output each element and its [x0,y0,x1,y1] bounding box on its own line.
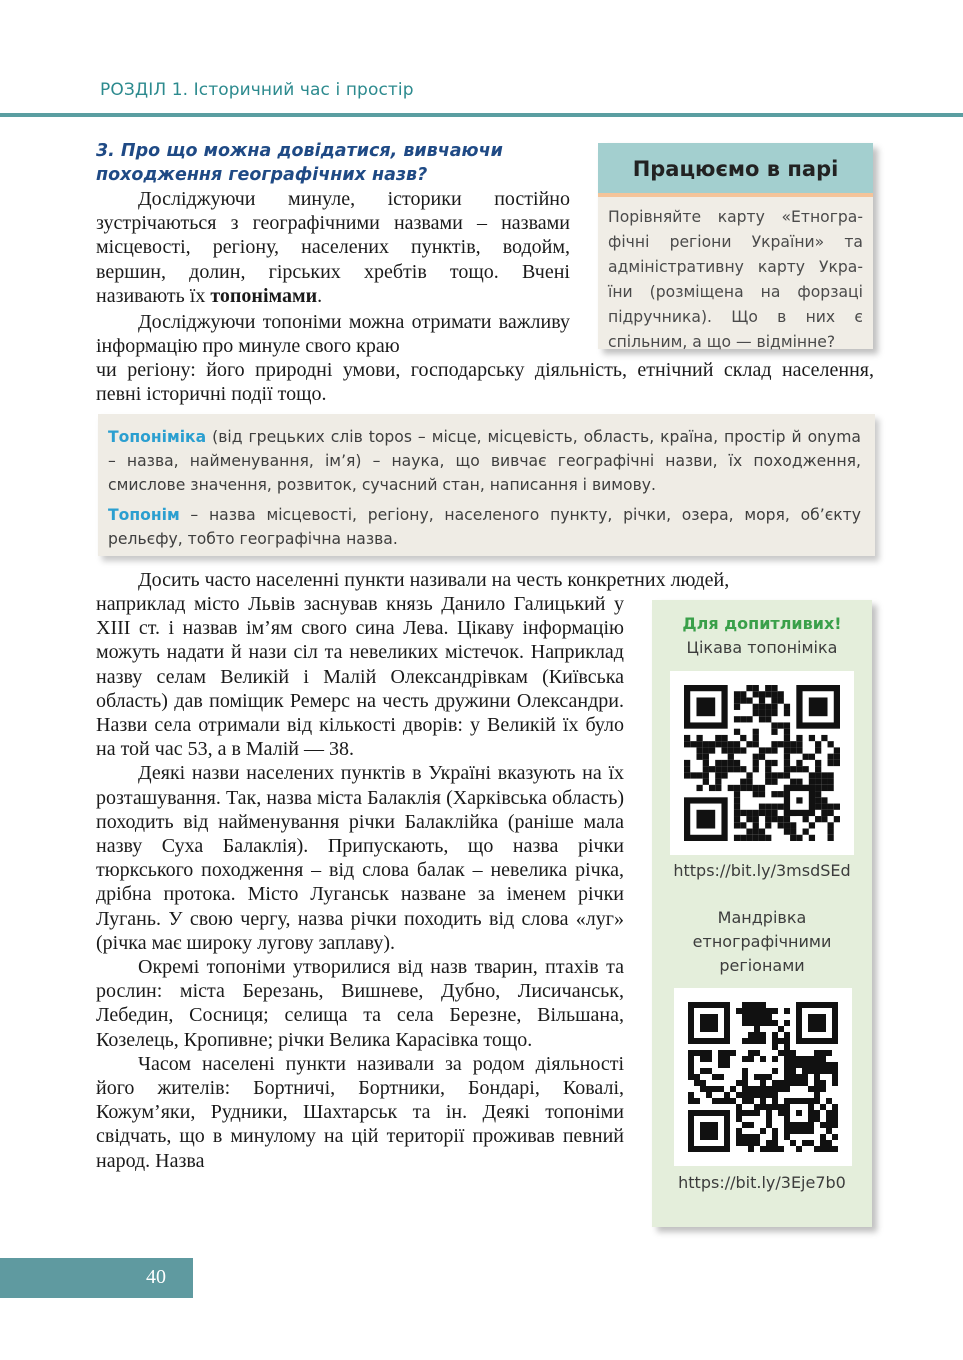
intro-text: Досліджуючи минуле, історики постійно зустрічаються з географічними назвами – назвами місцевості, регіону, населених пунктів, водойм, вершин, долин, гірських хребтів тощо. Вчені називають їх [96,188,570,307]
pair-work-text: Порівняйте карту «Етнографічні регіони України» та адміністративну карту України (розміщена на форзаці підручника). Що в них є спільним, а що — відмінне? [608,208,863,351]
paragraph-6: Часом населені пункти називали за родом діяльності його жителів: Бортничі, Бортники, Бондарі, Ковалі, Кожум’яки, Рудники, Шахтарськ та ін. Деякі топоніми свідчать, що в минулому на цій території проживав певний народ. Назва [96,1052,624,1172]
intro-text-end: . [317,284,323,307]
pair-work-box [598,143,873,349]
curious-subtitle: Цікава топоніміка [686,638,838,657]
qr-code-icon[interactable] [674,988,852,1166]
definition-toponym-text: – назва місцевості, регіону, населеного пункту, річки, озера, моря, об’єкту рельєфу, тобто географічна назва. [108,506,861,548]
term-toponym: Топонім [108,506,180,524]
paragraph-4: Деякі назви населених пунктів в Україні вказують на їх розташування. Так, назва міста Балаклія (Харківська область) походить від найменування річки Балаклійка (раніше мала назву Суха Балаклія). Припускають, що назва річки тюркського походження – від слова балак – невелика річка, дрібна протока. Місто Луганськ назване за іменем річки Лугань. У свою чергу, назва річки походить від слова «луг» (річка має широку лугову заплаву). [96,762,624,954]
header-divider [0,113,963,117]
caption-ethnographic-regions: Мандрівка етнографічними регіонами [692,908,832,975]
intro-paragraph-2 [96,310,570,358]
definition-toponymics [98,414,875,497]
curious-box [652,600,872,1227]
section-question: 3. Про що можна довідатися, вивчаючи походження географічних назв? [96,141,503,185]
link-ethnographic-regions[interactable]: https://bit.ly/3Eje7b0 [678,1173,846,1192]
paragraph-3: наприклад місто Львів заснував князь Данило Галицький у XIII ст. і назвав ім’ям свого сина Лева. Цікаву інформацію можуть надати й нази сіл та невеликих містечок. Наприклад назву селам Великій і Малій Олександрівкам (Київська область) дав поміщик Ремерс на честь дружини Олександри. Назви села отримали від кількості дворів: у Великій їх було на той час 53, а в Малій — 38. [96,593,624,761]
page-number: 40 [146,1266,166,1288]
paragraph-3-first: Досить часто населенні пункти називали на честь конкретних людей, [138,569,730,591]
curious-title: Для допитливих! [682,614,842,633]
intro-paragraph-2-rest [96,358,874,406]
page-number-tab [0,1258,193,1298]
definition-toponymics-text: (від грецьких слів topos – місце, місцевість, область, країна, простір й onyma – назва, найменування, ім’я) – наука, що вивчає географічні назви, їх походження, смислове значення, розвиток, сучасний стан, написання і вимову. [108,428,861,494]
definition-toponym [98,497,875,551]
paragraph-3-first-line [96,568,874,592]
link-toponymics[interactable]: https://bit.ly/3msdSEd [673,861,851,880]
qr-code-graphic-1 [684,685,840,841]
intro-paragraph-1 [96,187,570,308]
section-header: РОЗДІЛ 1. Історичний час і простір [100,80,414,100]
definitions-box [98,414,875,556]
pair-work-title: Працюємо в парі [598,143,873,197]
main-column [96,592,624,1173]
qr-code-graphic-2 [688,1002,838,1152]
term-toponymics: Топоніміка [108,428,207,446]
intro-paragraph-2-top: Досліджуючи топоніми можна отримати важливу інформацію про минуле свого краю [96,311,570,358]
paragraph-5: Окремі топоніми утворилися від назв тварин, птахів та рослин: міста Березань, Вишневе, Дубно, Лисичанськ, Лебедин, Сосниця; селища та села Березне, Вільшана, Козелець, Кропивне; річки Велика Карасівка тощо. [96,956,624,1051]
qr-code-icon[interactable] [670,671,854,855]
term-toponyms: топонімами [210,284,318,307]
intro-paragraph-2-continuation: чи регіону: його природні умови, господарську діяльність, етнічний склад населення, певні історичні події тощо. [96,359,874,406]
